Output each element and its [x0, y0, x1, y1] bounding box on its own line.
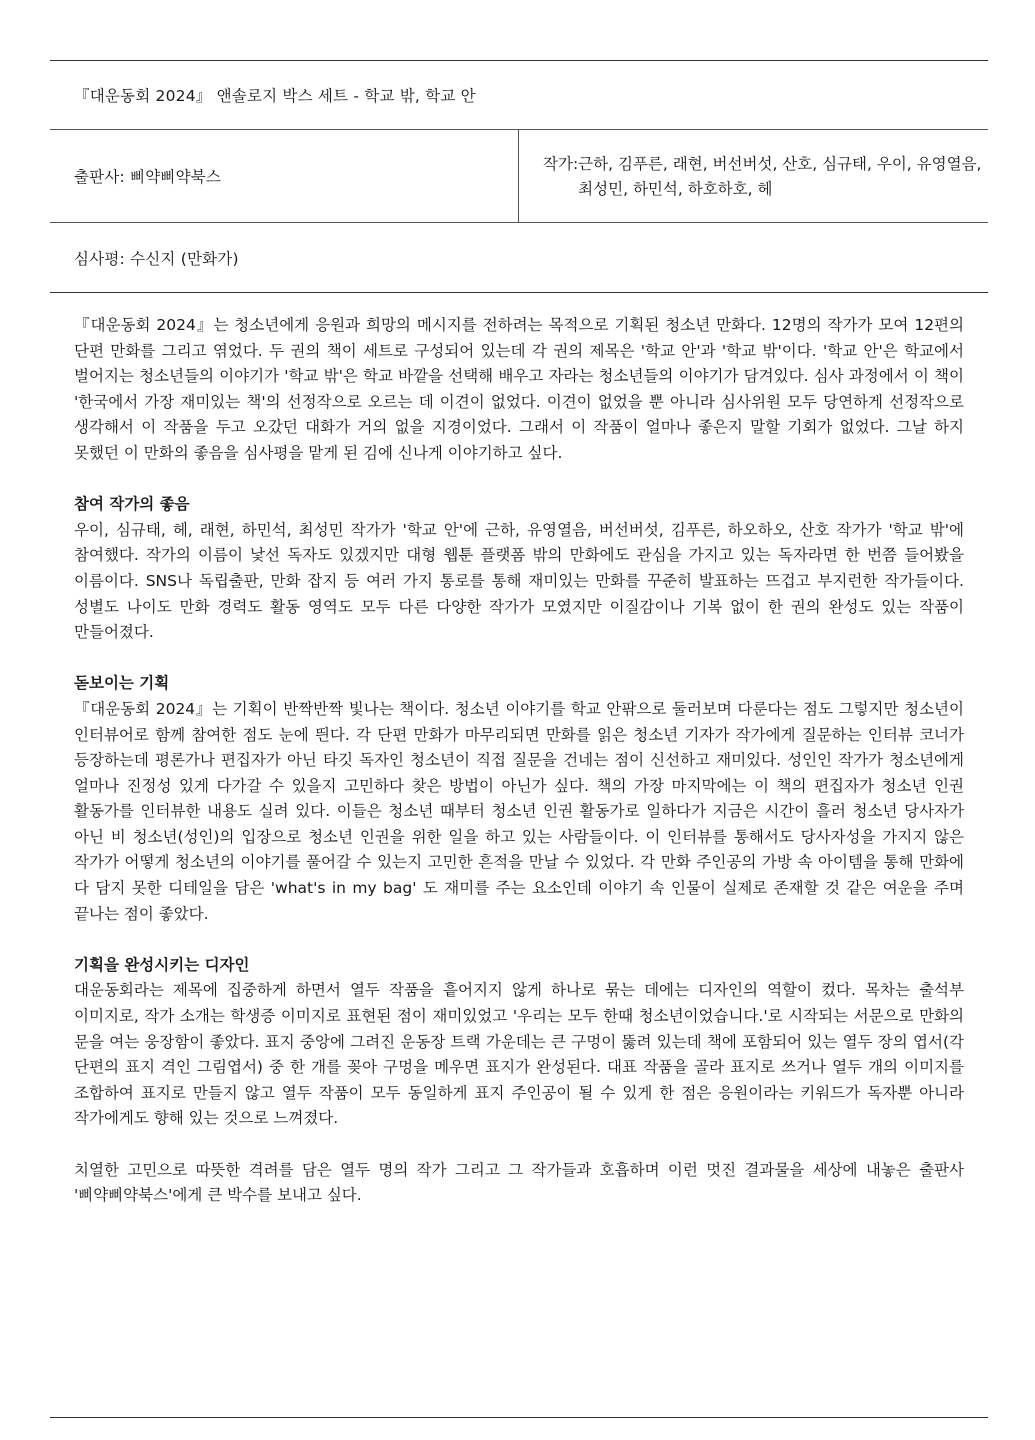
section-heading-authors: 참여 작가의 좋음	[74, 495, 190, 514]
review-page	[50, 60, 988, 1209]
authors-names: 근하, 김푸른, 래현, 버선버섯, 산호, 심규태, 우이, 유영열음, 최성민, 하민석, 하호하호, 헤	[578, 155, 982, 198]
reviewer: 심사평: 수신지 (만화가)	[74, 249, 239, 268]
authors	[519, 130, 988, 222]
publisher-authors-row	[50, 130, 988, 223]
bottom-divider	[50, 1417, 988, 1418]
section-text-authors: 우이, 심규태, 헤, 래현, 하민석, 최성민 작가가 '학교 안'에 근하, 유영열음, 버선버섯, 김푸른, 하오하오, 산호 작가가 '학교 밖'에 참여했다. 작가의 이름이 낯선 독자도 있겠지만 대형 웹툰 플랫폼 밖의 만화에도 관심을 가지고 있는 독자라면 한 번쯤 들어봤을 이름이다. SNS나 독립출판, 만화 잡지 등 여러 가지 통로를 통해 재미있는 만화를 꾸준히 발표하는 뜨겁고 부지런한 작가들이다. 성별도 나이도 만화 경력도 활동 영역도 모두 다른 다양한 작가가 모였지만 이질감이나 기복 없이 한 권의 완성도 있는 작품이 만들어졌다.	[74, 520, 964, 642]
book-title-row	[50, 61, 988, 130]
section-text-design: 대운동회라는 제목에 집중하게 하면서 열두 작품을 흩어지지 않게 하나로 묶는 데에는 디자인의 역할이 컸다. 목차는 출석부 이미지로, 작가 소개는 학생증 이미지로 표현된 점이 재미있었고 '우리는 모두 한때 청소년이었습니다.'로 시작되는 서문으로 만화의 문을 여는 웅장함이 좋았다. 표지 중앙에 그려진 운동장 트랙 가운데는 큰 구멍이 뚫려 있는데 책에 포함되어 있는 열두 장의 엽서(각 단편의 표지 격인 그림엽서) 중 한 개를 꽂아 구멍을 메우면 표지가 완성된다. 대표 작품을 골라 표지로 쓰거나 열두 개의 이미지를 조합하여 표지로 만들지 않고 열두 작품이 모두 동일하게 표지 주인공이 될 수 있게 한 점은 응원이라는 키워드가 독자뿐 아니라 작가에게도 향해 있는 것으로 느껴졌다.	[74, 981, 964, 1128]
intro-paragraph: 『대운동회 2024』는 청소년에게 응원과 희망의 메시지를 전하려는 목적으로 기획된 청소년 만화다. 12명의 작가가 모여 12편의 단편 만화를 그리고 엮었다. 두 권의 책이 세트로 구성되어 있는데 각 권의 제목은 '학교 안'과 '학교 밖'이다. '학교 안'은 학교에서 벌어지는 청소년들의 이야기가 '학교 밖'은 학교 바깥을 선택해 배우고 자라는 청소년들의 이야기가 담겨있다. 심사 과정에서 이 책이 '한국에서 가장 재미있는 책'의 선정작으로 오르는 데 이견이 없었다. 이견이 없었을 뿐 아니라 심사위원 모두 당연하게 선정작으로 생각해서 이 작품을 두고 오갔던 대화가 거의 없을 지경이었다. 그래서 이 작품이 얼마나 좋은지 말할 기회가 없었다. 그날 하지 못했던 이 만화의 좋음을 심사평을 맡게 된 김에 신나게 이야기하고 싶다.	[74, 316, 964, 462]
section-heading-design: 기획을 완성시키는 디자인	[74, 955, 250, 974]
review-body	[50, 293, 988, 1209]
closing-paragraph: 치열한 고민으로 따뜻한 격려를 담은 열두 명의 작가 그리고 그 작가들과 호흡하며 이런 멋진 결과물을 세상에 내놓은 출판사 '삐약삐약북스'에게 큰 박수를 보내고 싶다.	[74, 1160, 964, 1205]
section-heading-planning: 돋보이는 기획	[74, 674, 170, 693]
reviewer-row	[50, 223, 988, 293]
authors-label: 작가:	[543, 155, 579, 173]
book-info-table	[50, 60, 988, 293]
book-title: 『대운동회 2024』 앤솔로지 박스 세트 - 학교 밖, 학교 안	[74, 87, 476, 105]
publisher: 출판사: 삐약삐약북스	[50, 130, 519, 222]
section-text-planning: 『대운동회 2024』는 기획이 반짝반짝 빛나는 책이다. 청소년 이야기를 학교 안팎으로 둘러보며 다룬다는 점도 그렇지만 청소년이 인터뷰어로 함께 참여한 점도 눈에 띈다. 각 단편 만화가 마무리되면 만화를 읽은 청소년 기자가 작가에게 질문하는 인터뷰 코너가 등장하는데 평론가나 편집자가 아닌 타깃 독자인 청소년이 직접 질문을 건네는 점이 신선하고 재미있다. 성인인 작가가 청소년에게 얼마나 진정성 있게 다가갈 수 있을지 고민하다 찾은 방법이 아닌가 싶다. 책의 가장 마지막에는 이 책의 편집자가 청소년 인권 활동가를 인터뷰한 내용도 실려 있다. 이들은 청소년 때부터 청소년 인권 활동가로 일하다가 지금은 시간이 흘러 청소년 당사자가 아닌 비 청소년(성인)의 입장으로 청소년 인권을 위한 일을 하고 있는 사람들이다. 이 인터뷰를 통해서도 당사자성을 가지지 않은 작가가 어떻게 청소년의 이야기를 풀어갈 수 있는지 고민한 흔적을 만날 수 있었다. 각 만화 주인공의 가방 속 아이템을 통해 만화에 다 담지 못한 디테일을 담은 'what's in my bag' 도 재미를 주는 요소인데 이야기 속 인물이 실제로 존재할 것 같은 여운을 주며 끝나는 점이 좋았다.	[74, 699, 964, 923]
